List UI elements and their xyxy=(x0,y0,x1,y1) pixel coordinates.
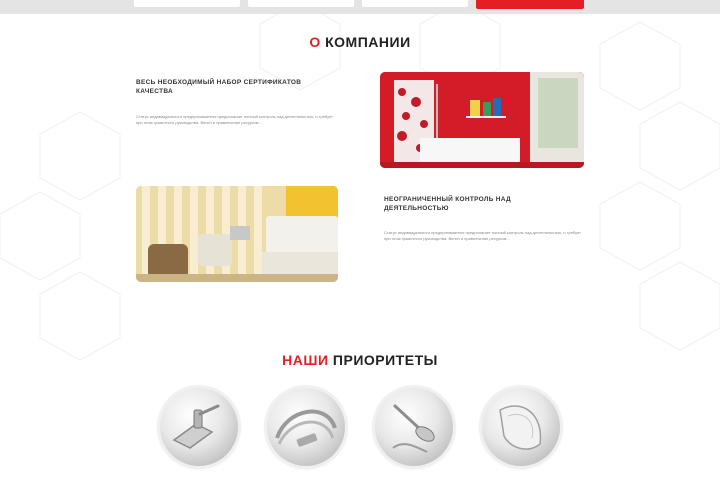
email-input[interactable] xyxy=(362,0,468,7)
top-form-bar xyxy=(0,0,720,14)
about-title-accent: О xyxy=(309,34,321,50)
control-text: Статус индивидуального предпринимателя предполагает полный контроль над деятельностью, и требует при этом грамотного руководства. Bench и привлечение ресурсов... xyxy=(384,230,582,241)
red-bathroom-photo xyxy=(380,72,584,168)
priorities-title-accent: НАШИ xyxy=(282,352,329,368)
yellow-bathroom-photo xyxy=(136,186,338,282)
submit-button[interactable] xyxy=(476,0,584,9)
name-input[interactable] xyxy=(134,0,240,7)
faucet-icon[interactable] xyxy=(160,388,238,466)
shower-icon[interactable] xyxy=(375,388,453,466)
about-title-rest: КОМПАНИИ xyxy=(320,34,411,50)
about-title xyxy=(0,34,720,50)
control-heading: НЕОГРАНИЧЕННЫЙ КОНТРОЛЬ НАД ДЕЯТЕЛЬНОСТЬЮ xyxy=(384,196,511,212)
priorities-title xyxy=(0,352,720,368)
certificates-text: Статус индивидуального предпринимателя предполагает полный контроль над деятельностью, и требует при этом грамотного руководства. Bench и привлечение ресурсов... xyxy=(136,114,334,125)
phone-input[interactable] xyxy=(248,0,354,7)
basin-icon[interactable] xyxy=(482,388,560,466)
certificates-heading: ВЕСЬ НЕОБХОДИМЫЙ НАБОР СЕРТИФИКАТОВ КАЧЕСТВА xyxy=(136,79,302,95)
hose-icon[interactable] xyxy=(267,388,345,466)
hexagon-background xyxy=(0,14,720,480)
priorities-title-rest: ПРИОРИТЕТЫ xyxy=(328,352,438,368)
